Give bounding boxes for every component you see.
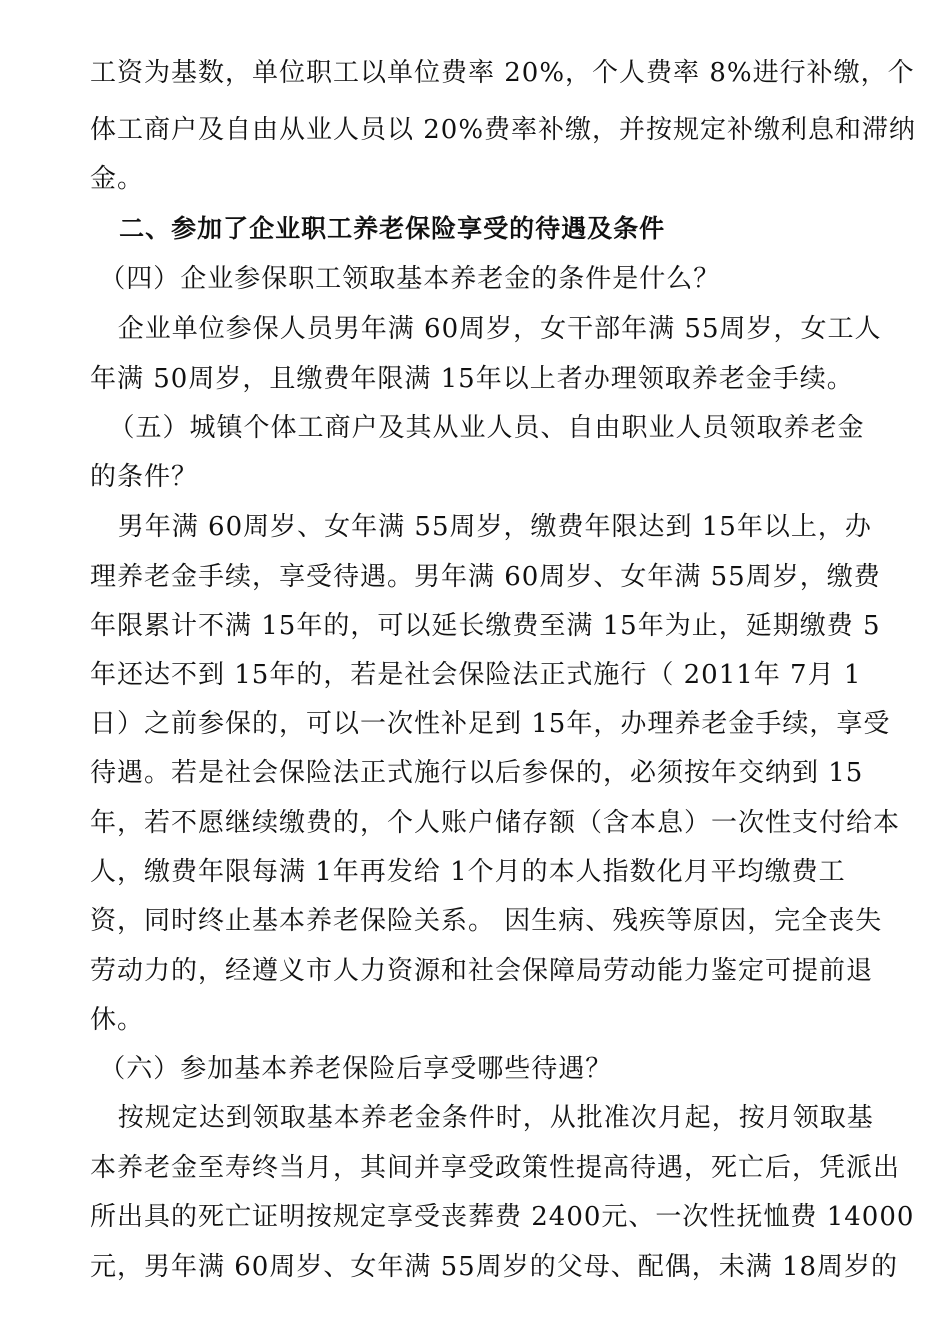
text-line: 理养老金手续，享受待遇。男年满 60周岁、女年满 55周岁，缴费 (90, 562, 881, 592)
text-line: 年限累计不满 15年的，可以延长缴费至满 15年为止，延期缴费 5 (90, 611, 881, 641)
text-line: 企业单位参保人员男年满 60周岁，女干部年满 55周岁，女工人 (90, 314, 882, 344)
text-line: 待遇。若是社会保险法正式施行以后参保的，必须按年交纳到 15 (90, 758, 864, 788)
text-line: 年，若不愿继续缴费的，个人账户储存额（含本息）一次性支付给本 (90, 808, 901, 838)
text-line: 劳动力的，经遵义市人力资源和社会保障局劳动能力鉴定可提前退 (90, 956, 874, 986)
text-line: 人，缴费年限每满 1年再发给 1个月的本人指数化月平均缴费工 (90, 857, 846, 887)
text-line: 元，男年满 60周岁、女年满 55周岁的父母、配偶，未满 18周岁的 (90, 1252, 899, 1282)
text-line: 男年满 60周岁、女年满 55周岁，缴费年限达到 15年以上，办 (90, 512, 872, 542)
text-line: 休。 (90, 1005, 145, 1035)
text-line: 日）之前参保的，可以一次性补足到 15年，办理养老金手续，享受 (90, 709, 891, 739)
text-line: 本养老金至寿终当月，其间并享受政策性提高待遇，死亡后，凭派出 (90, 1153, 901, 1183)
text-line: 金。 (90, 164, 145, 194)
text-line: 工资为基数，单位职工以单位费率 20%，个人费率 8%进行补缴，个 (90, 58, 915, 88)
text-line: 年满 50周岁，且缴费年限满 15年以上者办理领取养老金手续。 (90, 364, 854, 394)
text-line: 体工商户及自由从业人员以 20%费率补缴，并按规定补缴利息和滞纳 (90, 115, 917, 145)
question-heading: （六）参加基本养老保险后享受哪些待遇？ (90, 1054, 613, 1084)
text-line: 资，同时终止基本养老保险关系。 因生病、残疾等原因，完全丧失 (90, 906, 883, 936)
text-line: 的条件？ (90, 462, 199, 492)
question-heading: （四）企业参保职工领取基本养老金的条件是什么？ (90, 264, 721, 294)
section-heading: 二、参加了企业职工养老保险享受的待遇及条件 (90, 214, 666, 243)
question-heading: （五）城镇个体工商户及其从业人员、自由职业人员领取养老金 (90, 413, 865, 443)
text-line: 所出具的死亡证明按规定享受丧葬费 2400元、一次性抚恤费 14000 (90, 1202, 915, 1232)
text-line: 年还达不到 15年的，若是社会保险法正式施行（ 2011年 7月 1 (90, 660, 862, 690)
text-line: 按规定达到领取基本养老金条件时，从批准次月起，按月领取基 (90, 1103, 874, 1133)
